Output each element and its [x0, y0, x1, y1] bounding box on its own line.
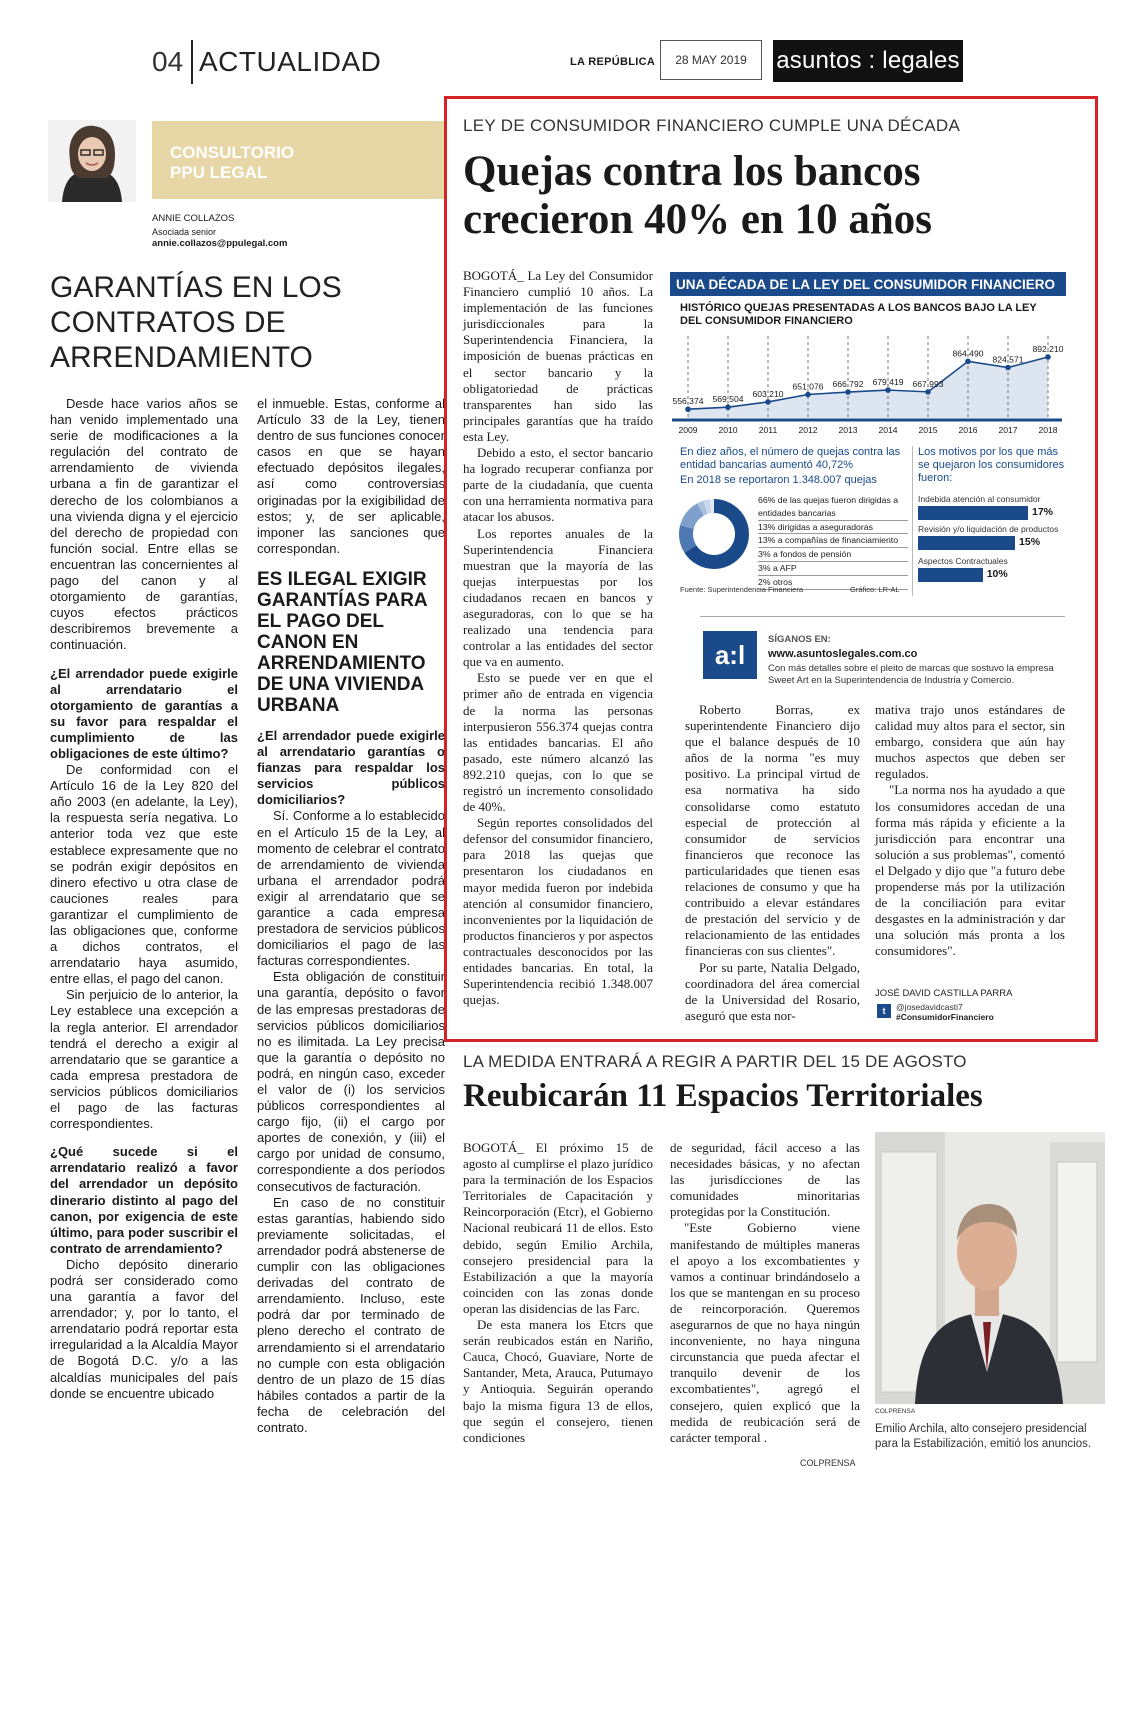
- feature-byline: JOSÉ DAVID CASTILLA PARRA: [875, 988, 1013, 999]
- chart-credit: Gráfico: LR-AL: [850, 585, 900, 594]
- donut-slice: [687, 509, 701, 527]
- paragraph: Esta obligación de constituir una garantía, depósito o favor de las empresas prestadoras de servicios públicos domiciliarios no es ilimitada. La Ley precisa que la garantía o depósito no podrá, en ningún caso, exceder el valor de (i) los servicios públicos correspondientes al cargo fijo, (ii) el cargo por aportes de conexión, y (iii) el cargo por unidad de consumo, correspondiente a dos períodos consecutivos de facturación.: [257, 969, 445, 1194]
- motivo-label: Aspectos Contractuales: [918, 556, 1008, 566]
- left-article-title: GARANTÍAS EN LOS CONTRATOS DE ARRENDAMIENTO: [50, 271, 342, 374]
- paragraph: Sin perjuicio de lo anterior, la Ley establece una excepción a la regla anterior. El arrendador tendrá el derecho a exigir al arrendatario que se garantice a cada empresa prestadora de servicios públicos domiciliarios el pago de las facturas correspondientes.: [50, 987, 238, 1132]
- chart-point: [765, 399, 771, 405]
- paragraph: Desde hace varios años se han venido implementado una serie de modificaciones a la regulación del contrato de arrendamiento de vivienda urbana a fin de garantizar el derecho de los colombianos a una vivienda digna y el ejercicio del derecho de propiedad con función social. Entre ellas se encuentran las concernientes al pago del canon y al otorgamiento de garantías, cuyos efectos prácticos describiremos brevemente a continuación.: [50, 396, 238, 653]
- paragraph: De esta manera los Etcrs que serán reubicados están en Nariño, Cauca, Chocó, Guaviare, Norte de Santander, Meta, Arauca, Putumayo y Antioquia. Seguirán operando bajo la misma figura 13 de ellos, que según el consejero, tienen condiciones: [463, 1317, 653, 1445]
- feature-column-3: [875, 702, 1065, 960]
- siguenos-divider: [700, 616, 1065, 617]
- consultorio-title: [170, 143, 294, 183]
- chart-point: [845, 389, 851, 395]
- chart-value-label: 679.419: [872, 377, 904, 388]
- paragraph: "La norma nos ha ayudado a que los consumidores accedan de una forma más rápida y eficiente a la jurisdicción para encontrar una solución a sus problemas", comentó el Delgado y dijo que "a futuro debe propenderse más por la utilización de la conciliación para evitar desgastes en la administración y dar una solución más pronta a los consumidores".: [875, 782, 1065, 959]
- author-email[interactable]: annie.collazos@ppulegal.com: [152, 238, 288, 249]
- donut-legend-item: 2% otros: [758, 576, 908, 590]
- feature-kicker: LEY DE CONSUMIDOR FINANCIERO CUMPLE UNA DÉCADA: [463, 116, 961, 135]
- article2-agency: COLPRENSA: [800, 1458, 856, 1468]
- newspaper-name: LA REPÚBLICA: [570, 56, 656, 68]
- chart-value-label: 569.504: [712, 394, 744, 405]
- motivo-row: [918, 556, 1066, 582]
- chart-value-label: 667.993: [912, 378, 944, 389]
- chart-point: [965, 359, 971, 365]
- paragraph: BOGOTÁ_ El próximo 15 de agosto al cumplirse el plazo jurídico para la terminación de los Espacios Territoriales de Capacitación y Reincorporación (Etcr), el Gobierno Nacional reubicará 11 de ellos. Esto debido, según Emilio Archila, consejero presidencial para la Estabilización a que la mayoría coinciden con las zonas donde operan las disidencias de las Farc.: [463, 1140, 653, 1316]
- paragraph: Los reportes anuales de la Superintendencia Financiera muestran que la mayoría de las quejas interpuestas por los ciudadanos recaen en bancos y aseguradoras, con lo que se ha realizado una tendencia para controlar a las entidades del sector que va en aumento.: [463, 525, 653, 670]
- section-title: ACTUALIDAD: [199, 46, 382, 77]
- left-article-column-1: [50, 396, 238, 1402]
- donut-slice: [701, 507, 706, 509]
- stat-2018: En 2018 se reportaron 1.348.007 quejas: [680, 474, 877, 486]
- motivo-percent: 15%: [1019, 536, 1041, 548]
- chart-value-label: 892.210: [1032, 343, 1064, 354]
- question-heading: ¿El arrendador puede exigirle al arrendatario el otorgamiento de garantías a su favor para respaldar el cumplimiento de las obligaciones de este último?: [50, 665, 238, 761]
- feature-hashtag[interactable]: #ConsumidorFinanciero: [896, 1012, 994, 1022]
- chart-tick-label: 2010: [718, 425, 738, 435]
- chart-tick-label: 2018: [1038, 425, 1058, 435]
- donut-legend: [758, 494, 908, 590]
- feature-column-1: [463, 268, 653, 1008]
- chart-point: [1005, 365, 1011, 371]
- author-role: Asociada senior: [152, 227, 217, 237]
- paragraph: Por su parte, Natalia Delgado, coordinadora del área comercial de la Universidad del Rosario, aseguró que esta nor-: [685, 959, 860, 1023]
- motivos-title: Los motivos por los que más se quejaron los consumidores fueron:: [918, 446, 1065, 484]
- consultorio-title-line2: PPU LEGAL: [170, 163, 268, 182]
- donut-slice: [686, 527, 690, 549]
- chart-tick-label: 2013: [838, 425, 858, 435]
- complaints-line-chart: [670, 330, 1066, 440]
- question-heading: ¿El arrendador puede exigirle al arrendatario garantías o fianzas para respaldar los servicios públicos domiciliarios?: [257, 727, 445, 808]
- author-handle[interactable]: @josedavidcasti7: [896, 1002, 963, 1012]
- chart-point: [725, 404, 731, 410]
- paragraph: Sí. Conforme a lo establecido en el Artículo 15 de la Ley, al momento de celebrar el contrato de arrendamiento de vivienda urbana el arrendador podrá exigir al arrendatario que se garantice a cada empresa prestadora de servicios públicos domiciliarios el pago de las facturas correspondientes.: [257, 808, 445, 969]
- motivo-label: Indebida atención al consumidor: [918, 494, 1041, 504]
- paragraph: de seguridad, fácil acceso a las necesidades básicas, y no afectan las jurisdicciones de las comunidades minoritarias protegidas por la Constitución.: [670, 1140, 860, 1220]
- author-name: ANNIE COLLAZOS: [152, 213, 235, 224]
- chart-tick-label: 2017: [998, 425, 1018, 435]
- article2-column-2: [670, 1140, 860, 1446]
- paragraph: Dicho depósito dinerario podrá ser considerado como una garantía a favor del arrendador; y, por lo tanto, el arrendatario podrá reportar esta irregularidad a la Alcaldía Mayor de Bogotá D.C. y/o a las alcaldías municipales del país donde se encuentre ubicado: [50, 1256, 238, 1401]
- chart-value-label: 603.210: [752, 388, 784, 399]
- chart-tick-label: 2011: [758, 425, 778, 435]
- chart-point: [1045, 354, 1051, 360]
- complaints-donut-chart: [674, 494, 754, 574]
- paragraph: BOGOTÁ_ La Ley del Consumidor Financiero cumplió 10 años. La implementación de las funciones jurisdiccionales para la Superintendencia Financiera, la imposición de buenas prácticas en el sector bancario y la obligatoriedad de prácticas transparentes han sido las principales garantías que ha traído esta Ley.: [463, 268, 653, 444]
- chart-value-label: 666.792: [832, 379, 864, 390]
- asuntos-legales-logo-icon: a:l: [703, 631, 757, 679]
- infographic-title: UNA DÉCADA DE LA LEY DEL CONSUMIDOR FINANCIERO: [670, 272, 1066, 296]
- brand-logo: asuntos : legales: [773, 40, 963, 82]
- paragraph: "Este Gobierno viene manifestando de múltiples maneras el apoyo a los excombatientes y vamos a continuar brindándoselo a los que se mantengan en su proceso de reincorporación. Queremos asegurarnos de que no haya ningún inconveniente, no haya ninguna circunstancia que pueda afectar el tranquilo devenir de los excombatientes", agregó el consejero, quien explicó que la medida de reubicación será de carácter temporal .: [670, 1220, 860, 1445]
- motivo-percent: 10%: [986, 568, 1008, 580]
- chart-tick-label: 2012: [798, 425, 818, 435]
- donut-legend-item: 3% a fondos de pensión: [758, 548, 908, 562]
- motivo-row: [918, 494, 1066, 520]
- stat-increase: En diez años, el número de quejas contra las entidad bancarias aumentó 40,72%: [680, 446, 901, 471]
- chart-value-label: 824.571: [992, 354, 1024, 365]
- siguenos-label: SÍGANOS EN:: [768, 634, 831, 645]
- motivo-bar: [918, 506, 1028, 520]
- infographic-divider: [912, 446, 913, 596]
- chart-tick-label: 2015: [918, 425, 938, 435]
- chart-source: Fuente: Superintendencia Financiera: [680, 585, 803, 594]
- motivo-bar: [918, 568, 983, 582]
- paragraph: Esto se puede ver en que el primer año de entrada en vigencia de la norma las personas interpusieron 556.374 quejas contra las entidades bancarias. El año pasado, este número alcanzó las 892.210 quejas, con lo que se registró un incremento consolidado de 40%.: [463, 670, 653, 815]
- chart-tick-label: 2016: [958, 425, 978, 435]
- left-article-column-2: [257, 396, 445, 1436]
- article2-kicker: LA MEDIDA ENTRARÁ A REGIR A PARTIR DEL 15 DE AGOSTO: [463, 1052, 967, 1071]
- feature-headline: Quejas contra los bancos crecieron 40% en 10 años: [463, 148, 932, 243]
- donut-slice: [705, 506, 710, 507]
- article2-headline: Reubicarán 11 Espacios Territoriales: [463, 1078, 983, 1114]
- consultorio-title-line1: CONSULTORIO: [170, 143, 295, 162]
- chart-value-label: 556.374: [672, 396, 704, 407]
- paragraph: el inmueble. Estas, conforme al Artículo 33 de la Ley, tienen dentro de sus funciones conocer casos en que se hayan efectuado depósitos ilegales, así como controversias originadas por la exigibilidad de estos; y, de ser aplicable, imponer las sanciones que correspondan.: [257, 396, 445, 556]
- chart-tick-label: 2009: [678, 425, 698, 435]
- emilio-archila-photo: [875, 1132, 1105, 1404]
- paragraph: Según reportes consolidados del defensor del consumidor financiero, para 2018 las quejas que presentaron los ciudadanos en mayor medida fueron por indebida atención al consumidor financiero, inconvenientes por la liquidación de productos financieros y por aspectos contractuales desconocidos por las entidades bancarias. En total, la Superintendencia recibió 1.348.007 quejas.: [463, 815, 653, 1008]
- issue-date: 28 MAY 2019: [660, 40, 762, 80]
- chart-subtitle: HISTÓRICO QUEJAS PRESENTADAS A LOS BANCOS BAJO LA LEY DEL CONSUMIDOR FINANCIERO: [680, 302, 1037, 327]
- feature-column-2: [685, 702, 860, 1024]
- donut-legend-item: 13% a compañías de financiamiento: [758, 534, 908, 548]
- siguenos-description: Con más detalles sobre el pleito de marcas que sostuvo la empresa Sweet Art en la Superintendencia de Industria y Comercio.: [768, 663, 1054, 686]
- paragraph: De conformidad con el Artículo 16 de la Ley 820 del año 2003 (en adelante, la Ley), la respuesta sería negativa. Lo anterior toda vez que este establece expresamente que no se podrán exigir depósitos en dinero efectivo u otra clase de cauciones reales para garantizar el cumplimiento de las obligaciones que, conforme a dichos contratos, el arrendatario haya asumido, entre ellas, el pago del canon.: [50, 762, 238, 987]
- paragraph: En caso de no constituir estas garantías, habiendo sido previamente solicitadas, el arrendador podrá abstenerse de cumplir con las obligaciones derivadas del contrato de arrendamiento. Incluso, este podrá dar por terminado de pleno derecho el contrato de arrendamiento si el arrendatario no cumple con esta obligación dentro de un plazo de 15 días hábiles contados a partir de la fecha de celebración del contrato.: [257, 1194, 445, 1435]
- chart-point: [685, 406, 691, 412]
- motivo-percent: 17%: [1032, 506, 1054, 518]
- paragraph: Roberto Borras, ex superintendente Financiero dijo que el balance después de 10 años de la norma "es muy positivo. La principal virtud de esa normativa ha sido consolidarse como estatuto especial de protección al consumidor de servicios financieros que reconoce las particularidades que tienen esas relaciones de consumo y que ha contribuido a elevar estándares de prestación del servicio y de relacionamiento de las entidades financieras con sus clientes".: [685, 702, 860, 959]
- photo-credit: COLPRENSA: [875, 1408, 916, 1415]
- page-number: 04: [152, 46, 184, 77]
- paragraph: Debido a esto, el sector bancario ha logrado recuperar confianza por parte de la ciudadanía, que cuenta con una herramienta normativa para atacar los abusos.: [463, 445, 653, 525]
- photo-caption: Emilio Archila, alto consejero presidencial para la Estabilización, emitió los anuncios.: [875, 1423, 1092, 1450]
- motivo-row: [918, 524, 1066, 550]
- chart-value-label: 864.490: [952, 348, 984, 359]
- author-avatar: [48, 120, 136, 202]
- donut-legend-item: 13% dirigidas a aseguradoras: [758, 521, 908, 535]
- article2-column-1: [463, 1140, 653, 1446]
- chart-point: [805, 392, 811, 398]
- motivo-bar: [918, 536, 1015, 550]
- pull-heading: ES ILEGAL EXIGIR GARANTÍAS PARA EL PAGO DEL CANON EN ARRENDAMIENTO DE UNA VIVIENDA URBANA: [257, 568, 427, 716]
- chart-tick-label: 2014: [878, 425, 898, 435]
- donut-legend-item: 3% a AFP: [758, 562, 908, 576]
- question-heading: ¿Qué sucede si el arrendatario realizó a favor del arrendador un depósito dinerario distinto al pago del canon, por exigencia de este último, para poder suscribir el contrato de arrendamiento?: [50, 1144, 238, 1256]
- header-divider: [191, 40, 193, 84]
- chart-point: [925, 389, 931, 395]
- siguenos-link[interactable]: www.asuntoslegales.com.co: [768, 648, 918, 660]
- twitter-icon: t: [877, 1004, 891, 1018]
- chart-point: [885, 387, 891, 393]
- donut-legend-item: 66% de las quejas fueron dirigidas a entidades bancarias: [758, 494, 908, 521]
- paragraph: mativa trajo unos estándares de calidad muy altos para el sector, sin embargo, considera que aún hay muchos aspectos que deben ser regulados.: [875, 702, 1065, 782]
- chart-value-label: 651.076: [792, 381, 824, 392]
- motivo-label: Revisión y/o liquidación de productos: [918, 524, 1059, 534]
